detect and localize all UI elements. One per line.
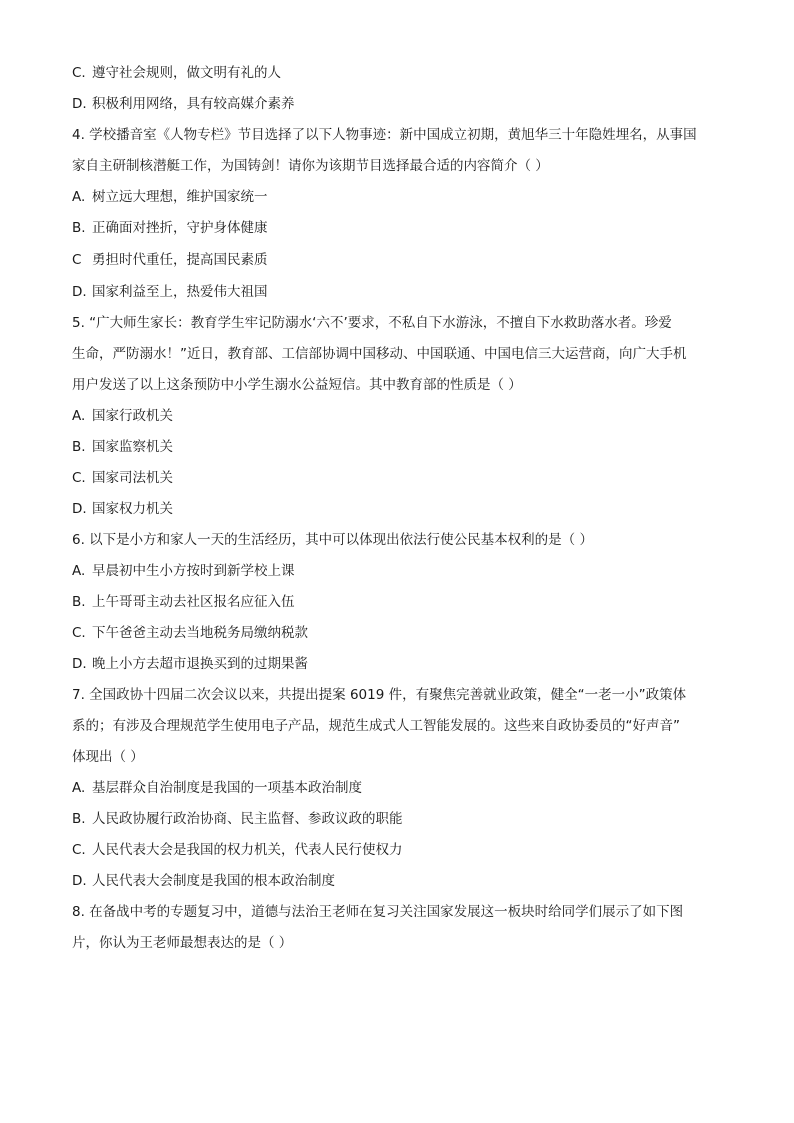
option-text: 早晨初中生小方按时到新学校上课 (92, 563, 295, 579)
option-text: 人民代表大会制度是我国的根本政治制度 (92, 873, 335, 889)
option-letter: A. (72, 189, 86, 205)
option-text: 国家行政机关 (92, 408, 173, 424)
option-letter: D. (72, 96, 87, 112)
question-stem: 家自主研制核潜艇工作，为国铸剑！请你为该期节目选择最合适的内容简介（ ） (72, 158, 549, 174)
option-d (72, 649, 724, 680)
option-b (72, 432, 724, 463)
question-5 (72, 308, 724, 525)
question-stem: 用户发送了以上这条预防中小学生溺水公益短信。其中教育部的性质是（ ） (72, 377, 522, 393)
question-stem: 生命，严防溺水！”近日，教育部、工信部协调中国移动、中国联通、中国电信三大运营商，向广大手机 (72, 346, 687, 362)
option-letter: C. (72, 65, 86, 81)
option-text: 基层群众自治制度是我国的一项基本政治制度 (92, 780, 362, 796)
option-letter: B. (72, 439, 86, 455)
option-c (72, 463, 724, 494)
option-text: 正确面对挫折，守护身体健康 (92, 220, 268, 236)
option-letter: D. (72, 284, 87, 300)
question-stem: 7. 全国政协十四届二次会议以来，共提出提案 6019 件，有聚焦完善就业政策，健全“一老一小”政策体 (72, 687, 687, 703)
option-text: 晚上小方去超市退换买到的过期果酱 (92, 656, 308, 672)
option-letter: B. (72, 594, 86, 610)
option-d (72, 866, 724, 897)
option-text: 国家监察机关 (92, 439, 173, 455)
question-stem: 系的；有涉及合理规范学生使用电子产品，规范生成式人工智能发展的。这些来自政协委员的“好声音” (72, 718, 680, 734)
option-text: 国家利益至上，热爱伟大祖国 (92, 284, 268, 300)
option-a (72, 556, 724, 587)
option-a (72, 182, 724, 213)
question-8 (72, 897, 724, 959)
exam-page (72, 58, 724, 959)
option-a (72, 773, 724, 804)
question-stem: 5. “广大师生家长：教育学生牢记防溺水‘六不’要求，不私自下水游泳，不擅自下水救助落水者。珍爱 (72, 315, 672, 331)
option-letter: D. (72, 656, 87, 672)
question-6 (72, 525, 724, 680)
option-letter: C. (72, 842, 86, 858)
option-b (72, 804, 724, 835)
option-text: 积极利用网络，具有较高媒介素养 (92, 96, 295, 112)
option-d (72, 277, 724, 308)
option-letter: A. (72, 408, 86, 424)
question-stem: 片，你认为王老师最想表达的是（ ） (72, 935, 293, 951)
option-text: 人民政协履行政治协商、民主监督、参政议政的职能 (92, 811, 403, 827)
option-text: 国家权力机关 (92, 501, 173, 517)
option-d (72, 494, 724, 525)
option-c (72, 618, 724, 649)
option-b (72, 587, 724, 618)
option-d (72, 89, 724, 120)
question-7 (72, 680, 724, 897)
option-letter: D. (72, 501, 87, 517)
option-text: 下午爸爸主动去当地税务局缴纳税款 (92, 625, 308, 641)
option-c (72, 244, 724, 277)
option-letter: C. (72, 470, 86, 486)
question-4 (72, 120, 724, 308)
question-3-options (72, 58, 724, 120)
option-letter: C (72, 252, 82, 268)
option-c (72, 58, 724, 89)
option-letter: A. (72, 563, 86, 579)
option-a (72, 401, 724, 432)
option-text: 树立远大理想，维护国家统一 (92, 189, 268, 205)
option-letter: D. (72, 873, 87, 889)
option-letter: A. (72, 780, 86, 796)
option-text: 上午哥哥主动去社区报名应征入伍 (92, 594, 295, 610)
question-stem: 8. 在备战中考的专题复习中，道德与法治王老师在复习关注国家发展这一板块时给同学们展示了如下图 (72, 904, 684, 920)
option-letter: C. (72, 625, 86, 641)
option-letter: B. (72, 811, 86, 827)
option-text: 国家司法机关 (92, 470, 173, 486)
option-b (72, 213, 724, 244)
question-stem: 体现出（ ） (72, 749, 144, 765)
option-text: 勇担时代重任，提高国民素质 (92, 252, 268, 268)
question-stem: 6. 以下是小方和家人一天的生活经历，其中可以体现出依法行使公民基本权利的是（ ） (72, 532, 593, 548)
option-text: 人民代表大会是我国的权力机关，代表人民行使权力 (92, 842, 403, 858)
option-text: 遵守社会规则，做文明有礼的人 (92, 65, 281, 81)
question-stem: 4. 学校播音室《人物专栏》节目选择了以下人物事迹：新中国成立初期，黄旭华三十年隐姓埋名，从事国 (72, 127, 697, 143)
option-letter: B. (72, 220, 86, 236)
option-c (72, 835, 724, 866)
